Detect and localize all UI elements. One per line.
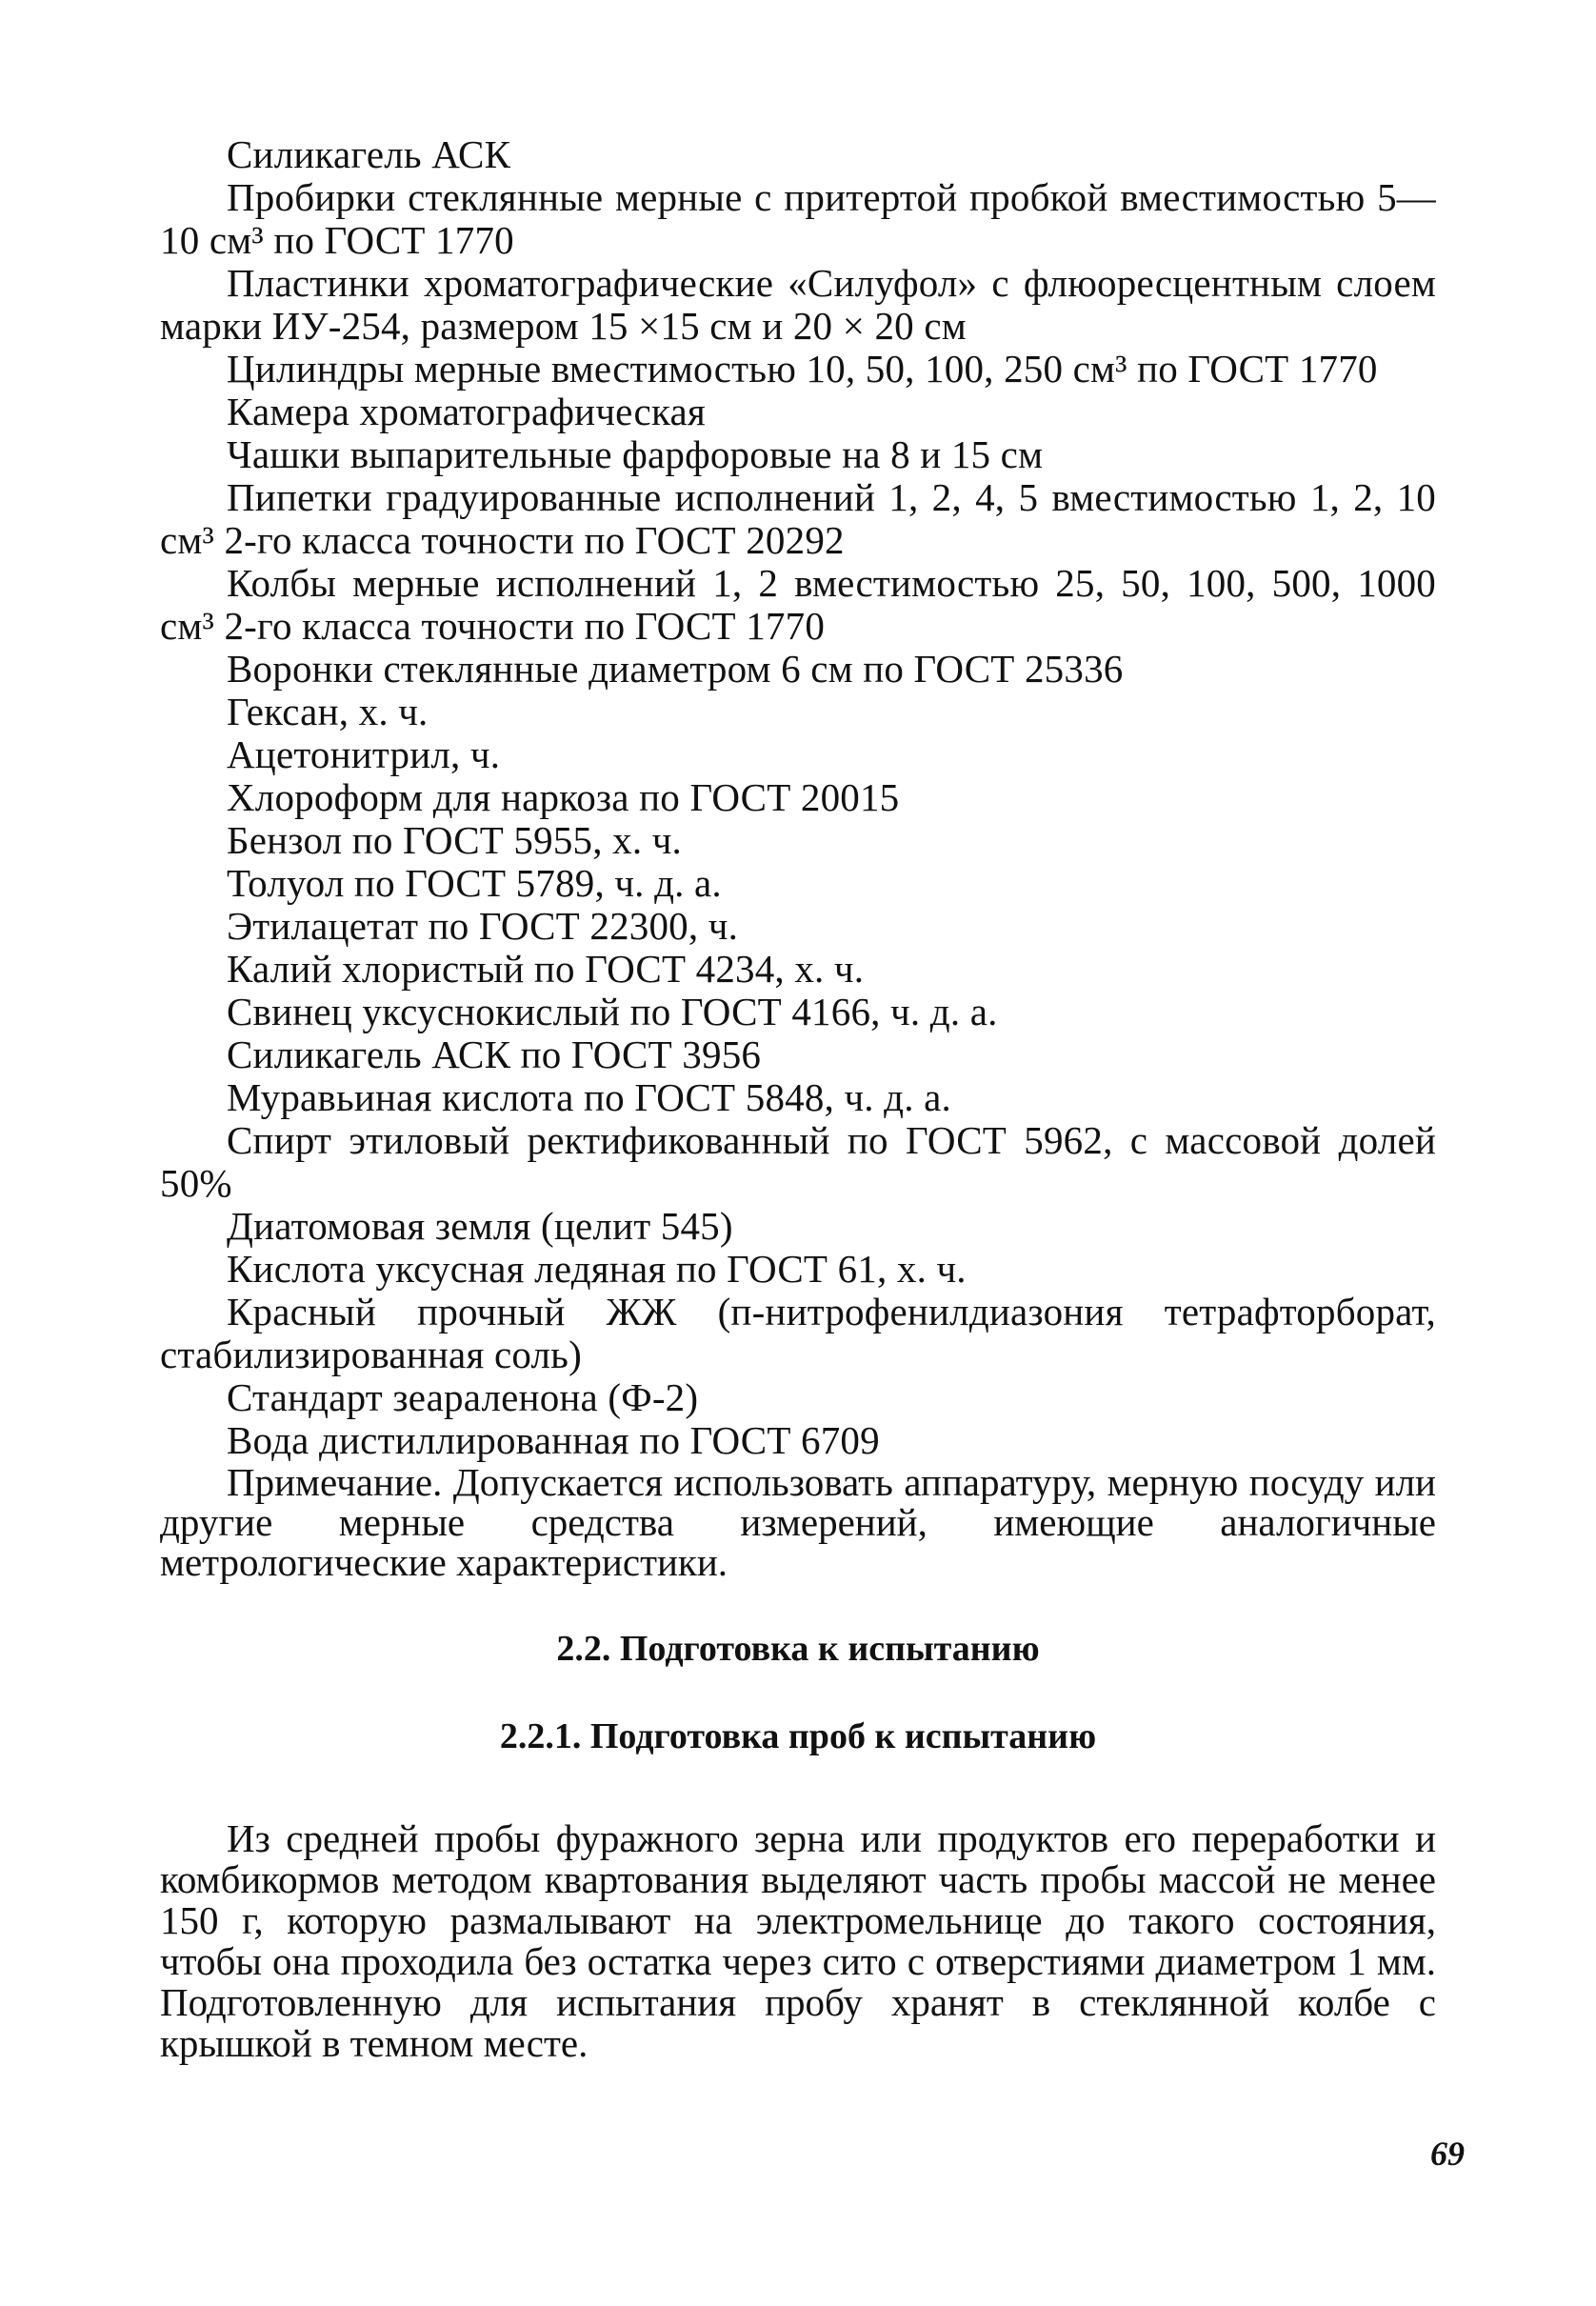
list-item: Пробирки стеклянные мерные с притертой пробкой вместимостью 5—10 см³ по ГОСТ 1770 xyxy=(160,175,1436,262)
page-number: 69 xyxy=(1430,2135,1465,2173)
list-item: Этилацетат по ГОСТ 22300, ч. xyxy=(227,904,739,948)
section-heading: 2.2. Подготовка к испытанию xyxy=(556,1629,1040,1669)
subsection-heading: 2.2.1. Подготовка проб к испытанию xyxy=(499,1716,1097,1756)
list-item: Диатомовая земля (целит 545) xyxy=(227,1204,733,1248)
note-paragraph: Примечание. Допускается использовать аппаратуру, мерную посуду или другие мерные средства измерений, имеющие аналогичные метрологические характеристики. xyxy=(160,1460,1436,1584)
list-item: Гексан, х. ч. xyxy=(227,690,429,733)
list-item: Кислота уксусная ледяная по ГОСТ 61, х. ч. xyxy=(227,1247,967,1291)
list-item: Силикагель АСК по ГОСТ 3956 xyxy=(227,1033,762,1076)
list-item: Стандарт зеараленона (Ф-2) xyxy=(227,1375,699,1419)
list-item: Ацетонитрил, ч. xyxy=(227,732,501,776)
list-item: Пипетки градуированные исполнений 1, 2, 4, 5 вместимостью 1, 2, 10 см³ 2-го класса точности по ГОСТ 20292 xyxy=(160,475,1436,562)
list-item: Свинец уксуснокислый по ГОСТ 4166, ч. д. а. xyxy=(227,990,998,1033)
body-paragraph: Из средней пробы фуражного зерна или продуктов его переработки и комбикормов методом квартования выделяют часть пробы массой не менее 150 г, которую размалывают на электромельнице до такого состояния, чтобы она проходила без остатка через сито с отверстиями диаметром 1 мм. Подготовленную для испытания пробу хранят в стеклянной колбе с крышкой в темном месте. xyxy=(160,1816,1436,2065)
list-item: Силикагель АСК xyxy=(227,132,511,176)
list-item: Муравьиная кислота по ГОСТ 5848, ч. д. а. xyxy=(227,1075,951,1119)
list-item: Воронки стеклянные диаметром 6 см по ГОСТ 25336 xyxy=(227,647,1124,691)
list-item: Бензол по ГОСТ 5955, х. ч. xyxy=(227,818,683,862)
list-item: Чашки выпарительные фарфоровые на 8 и 15 см xyxy=(227,432,1044,476)
list-item: Спирт этиловый ректификованный по ГОСТ 5962, с массовой долей 50% xyxy=(160,1118,1436,1205)
list-item: Колбы мерные исполнений 1, 2 вместимостью 25, 50, 100, 500, 1000 см³ 2-го класса точности по ГОСТ 1770 xyxy=(160,561,1436,648)
document-page xyxy=(160,133,1436,2064)
list-item: Хлороформ для наркоза по ГОСТ 20015 xyxy=(227,775,900,819)
list-item: Калий хлористый по ГОСТ 4234, х. ч. xyxy=(227,947,865,991)
materials-list xyxy=(160,133,1436,1462)
list-item: Цилиндры мерные вместимостью 10, 50, 100, 250 см³ по ГОСТ 1770 xyxy=(227,347,1378,391)
list-item: Вода дистиллированная по ГОСТ 6709 xyxy=(227,1418,880,1462)
list-item: Пластинки хроматографические «Силуфол» с флюоресцентным слоем марки ИУ-254, размером 15 ×15 см и 20 × 20 см xyxy=(160,261,1436,348)
list-item: Толуол по ГОСТ 5789, ч. д. а. xyxy=(227,861,722,905)
list-item: Камера хроматографическая xyxy=(227,390,706,433)
list-item: Красный прочный ЖЖ (п-нитрофенилдиазония тетрафторборат, стабилизированная соль) xyxy=(160,1290,1436,1376)
